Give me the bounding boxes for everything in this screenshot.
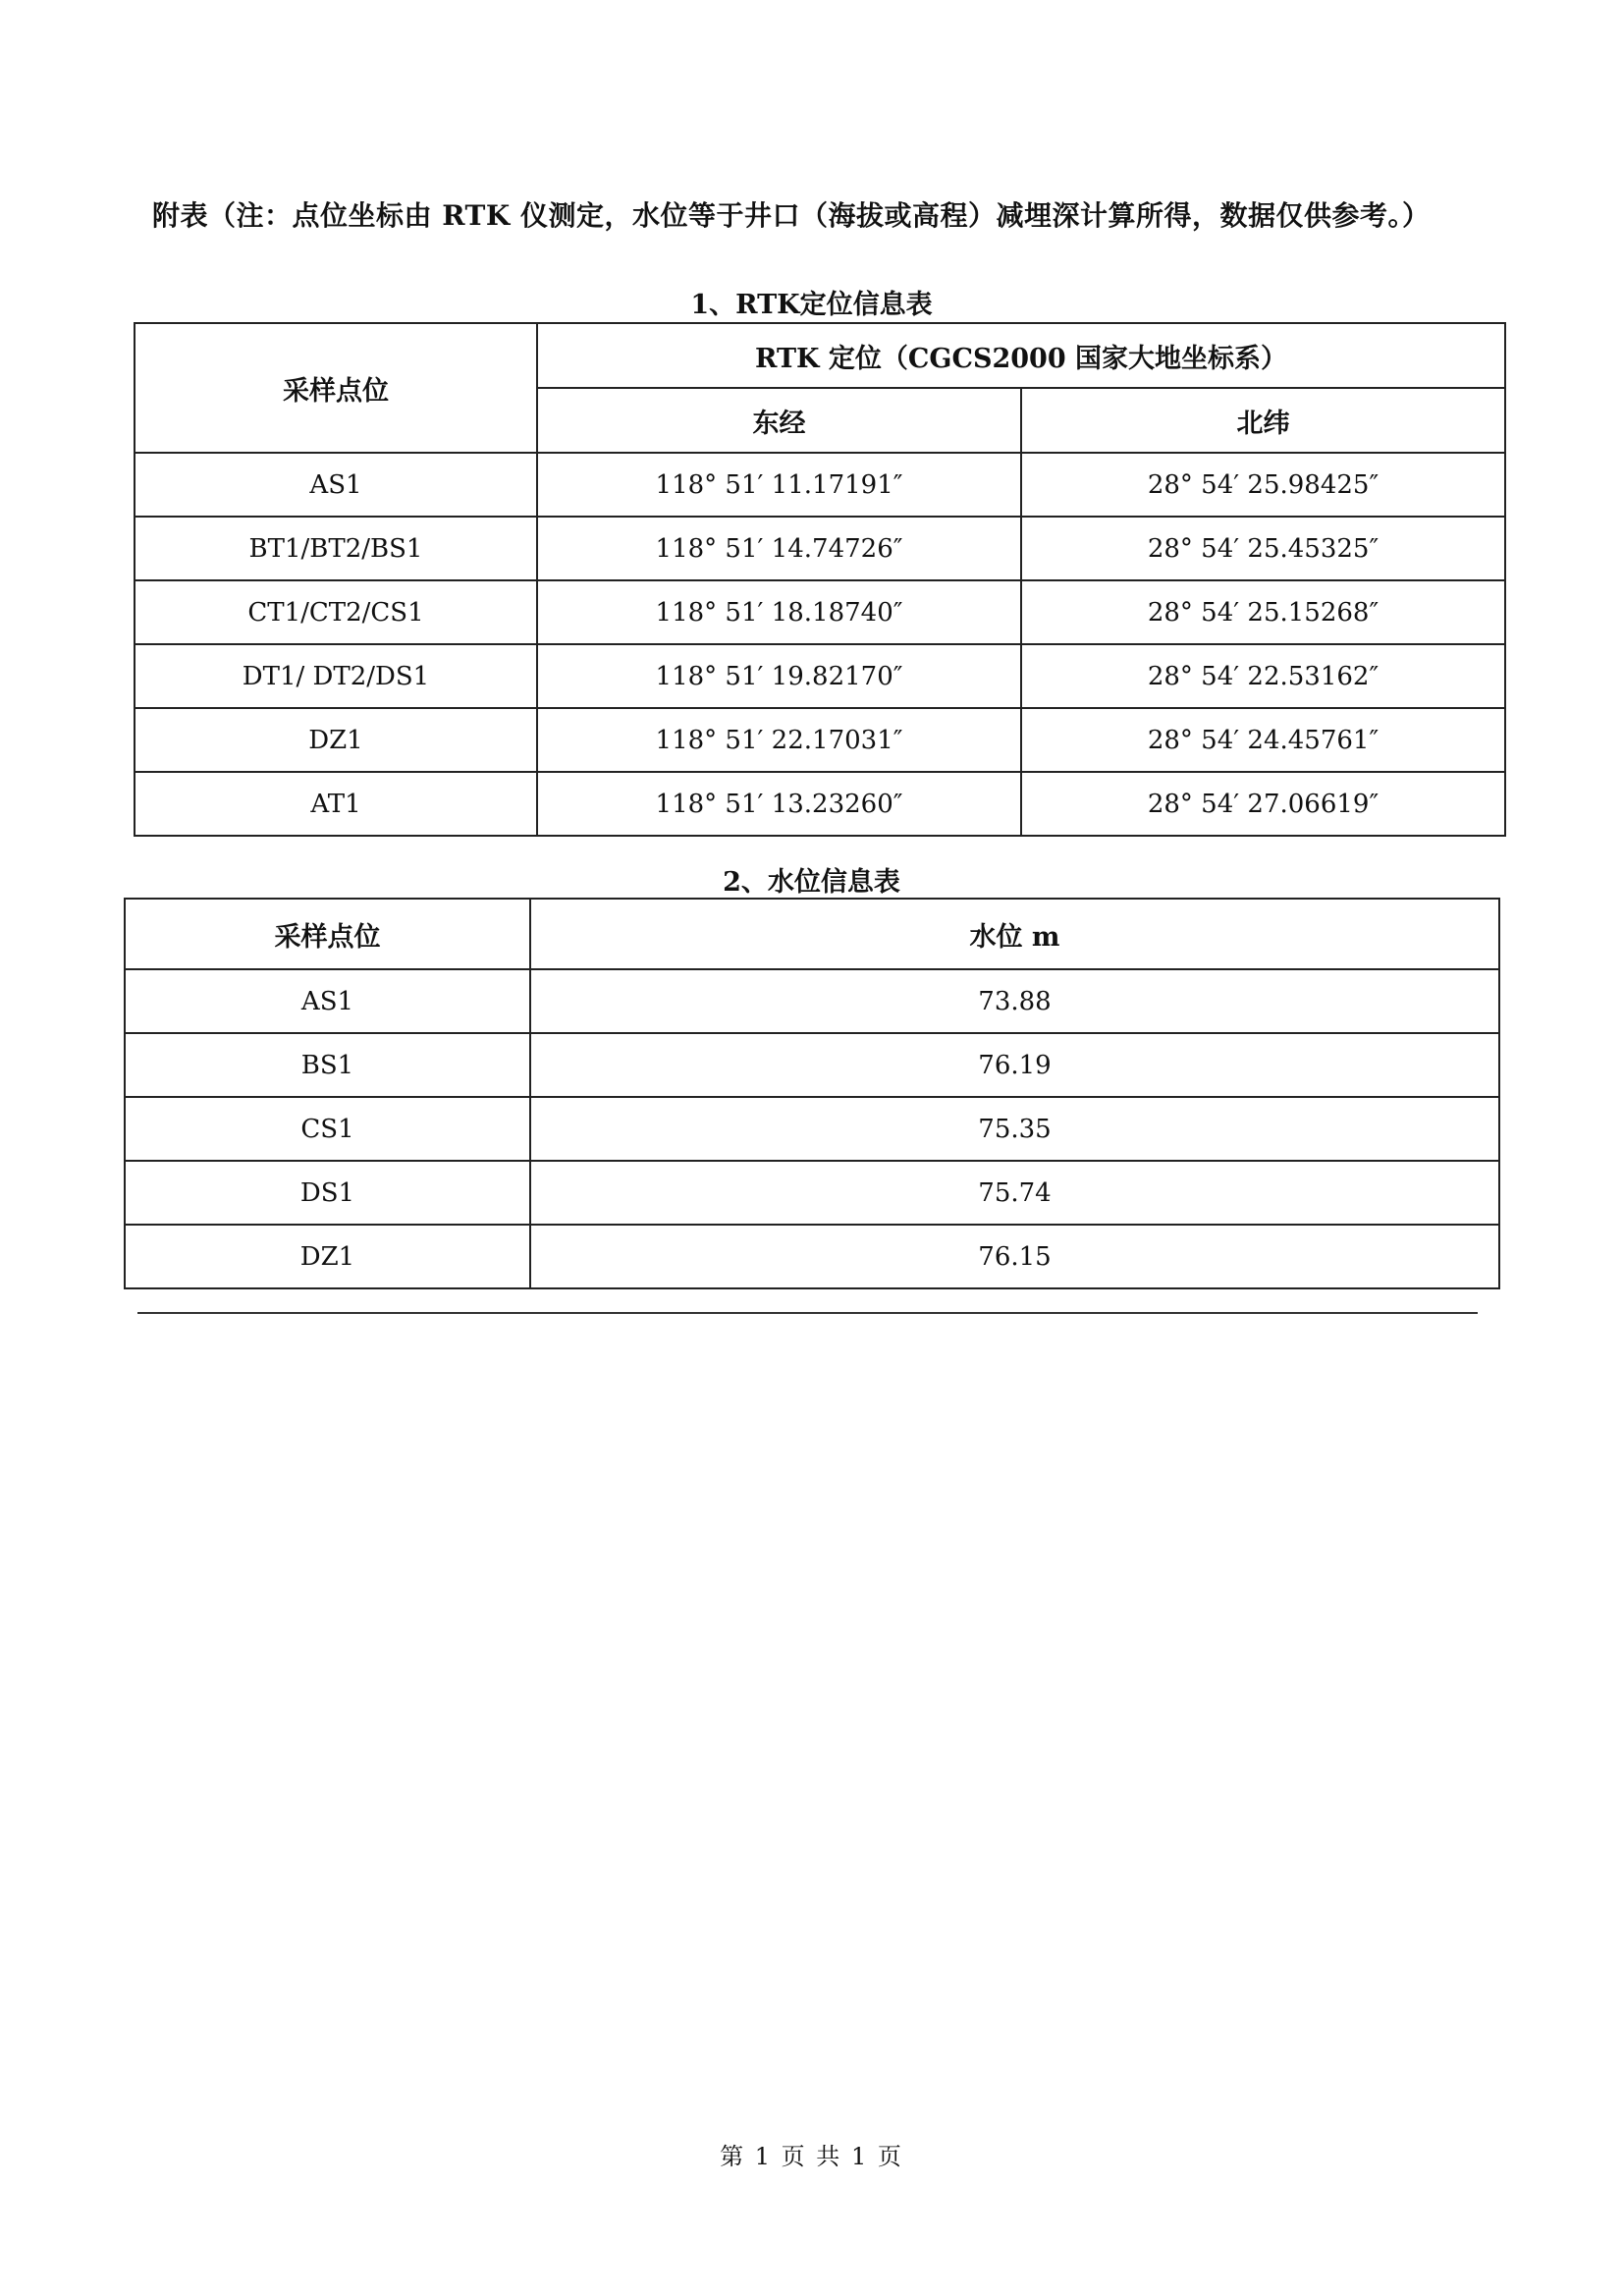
table-row — [135, 453, 1505, 517]
level-cell: 76.19 — [530, 1033, 1499, 1097]
level-cell: 76.15 — [530, 1225, 1499, 1288]
table-row — [125, 1225, 1499, 1288]
table-row — [135, 580, 1505, 644]
table-row — [135, 772, 1505, 836]
table-row — [135, 517, 1505, 580]
north-cell: 28° 54′ 22.53162″ — [1021, 644, 1505, 708]
level-cell: 75.35 — [530, 1097, 1499, 1161]
level-cell: 73.88 — [530, 969, 1499, 1033]
point-cell: CT1/CT2/CS1 — [135, 580, 537, 644]
east-cell: 118° 51′ 13.23260″ — [537, 772, 1021, 836]
east-cell: 118° 51′ 14.74726″ — [537, 517, 1021, 580]
appendix-note: 附表（注：点位坐标由 RTK 仪测定，水位等于井口（海拔或高程）减埋深计算所得，数据仅供参考。） — [152, 199, 1431, 232]
table2-caption: 2、水位信息表 — [723, 867, 900, 898]
table1-caption: 1、RTK定位信息表 — [690, 290, 933, 320]
north-cell: 28° 54′ 25.98425″ — [1021, 453, 1505, 517]
point-cell: BS1 — [125, 1033, 530, 1097]
point-cell: BT1/BT2/BS1 — [135, 517, 537, 580]
header-east-longitude: 东经 — [537, 388, 1021, 453]
north-cell: 28° 54′ 25.15268″ — [1021, 580, 1505, 644]
table-row — [125, 969, 1499, 1033]
point-cell: DS1 — [125, 1161, 530, 1225]
point-cell: AT1 — [135, 772, 537, 836]
horizontal-divider — [137, 1312, 1478, 1314]
east-cell: 118° 51′ 11.17191″ — [537, 453, 1021, 517]
point-cell: AS1 — [135, 453, 537, 517]
header-water-level: 水位 m — [530, 899, 1499, 969]
point-cell: DT1/ DT2/DS1 — [135, 644, 537, 708]
rtk-position-table — [134, 322, 1506, 837]
water-level-table — [124, 898, 1500, 1289]
table-row — [125, 1033, 1499, 1097]
header-sampling-point: 采样点位 — [135, 323, 537, 453]
page-footer: 第 1 页 共 1 页 — [720, 2143, 903, 2170]
east-cell: 118° 51′ 19.82170″ — [537, 644, 1021, 708]
point-cell: CS1 — [125, 1097, 530, 1161]
point-cell: DZ1 — [135, 708, 537, 772]
east-cell: 118° 51′ 22.17031″ — [537, 708, 1021, 772]
table-row — [125, 1097, 1499, 1161]
north-cell: 28° 54′ 24.45761″ — [1021, 708, 1505, 772]
table-row — [135, 644, 1505, 708]
point-cell: DZ1 — [125, 1225, 530, 1288]
level-cell: 75.74 — [530, 1161, 1499, 1225]
header-north-latitude: 北纬 — [1021, 388, 1505, 453]
east-cell: 118° 51′ 18.18740″ — [537, 580, 1021, 644]
point-cell: AS1 — [125, 969, 530, 1033]
north-cell: 28° 54′ 27.06619″ — [1021, 772, 1505, 836]
table-row — [125, 1161, 1499, 1225]
table-row — [135, 708, 1505, 772]
header-sampling-point: 采样点位 — [125, 899, 530, 969]
north-cell: 28° 54′ 25.45325″ — [1021, 517, 1505, 580]
header-rtk-position: RTK 定位（CGCS2000 国家大地坐标系） — [537, 323, 1505, 388]
